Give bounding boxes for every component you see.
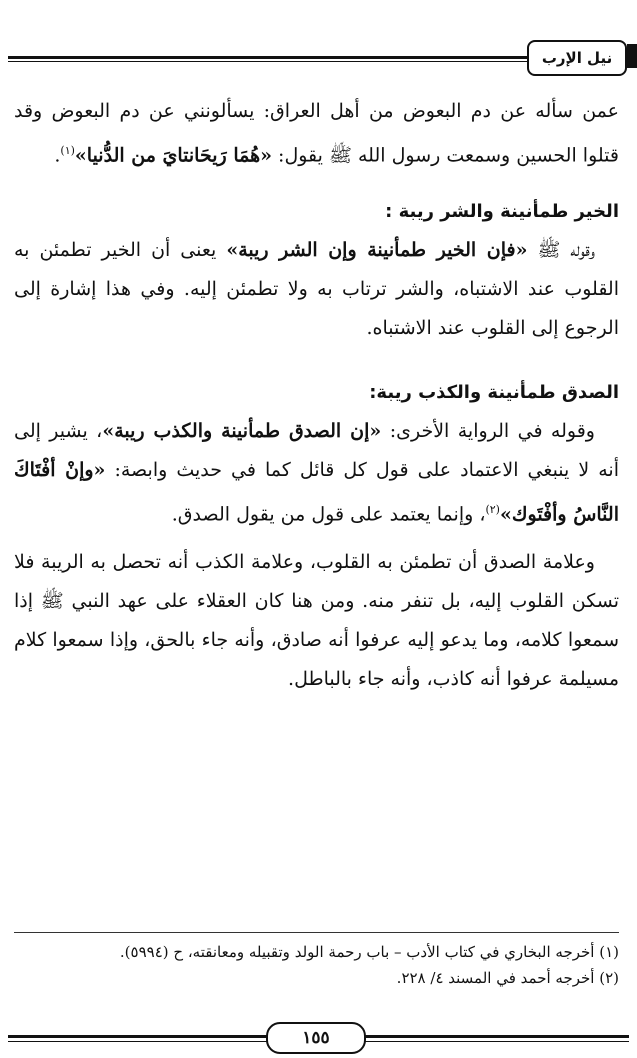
- running-title: نيل الإرب: [527, 40, 627, 76]
- paragraph-1-end: .: [54, 144, 61, 167]
- footnote-ref-1: (١): [60, 144, 75, 157]
- footnote-ref-2: (٢): [485, 503, 500, 517]
- paragraph-4: وعلامة الصدق أن تطمئن به القلوب، وعلامة الكذب أنه تحصل به الريبة فلا تسكن القلوب إليه، بل تنفر منه. ومن هنا كان العقلاء على عهد النبي ﷺ إذا سمعوا كلامه، وما يدعو إليه عرفوا أنه صادق، وأنه جاء بالحق، وإذا سمعوا كلام مسيلمة عرفوا أنه كاذب، وأنه جاء بالباطل.: [14, 550, 619, 690]
- paragraph-3-end: ، وإنما يعتمد على قول من يقول الصدق.: [171, 503, 486, 526]
- paragraph-1: [14, 92, 619, 175]
- paragraph-3-lead: وقوله في الرواية الأخرى:: [381, 420, 595, 443]
- footnote-2: (٢) أخرجه أحمد في المسند ٤/ ٢٢٨.: [396, 969, 619, 987]
- hadith-quote: «هُمَا رَيحَانتايَ من الدُّنيا»: [74, 144, 272, 167]
- page-number: ١٥٥: [266, 1022, 366, 1054]
- paragraph-2: [14, 231, 619, 348]
- hadith-quote-wabisa: «وإنْ أفْتَاكَ النَّاسُ وأفْتَوك»: [14, 459, 619, 526]
- paragraph-1-text: عمن سأله عن دم البعوض من أهل العراق: يسألونني عن دم البعوض وقد قتلوا الحسين وسمعت رسول الله ﷺ يقول:: [14, 100, 619, 167]
- footnotes: [14, 932, 619, 991]
- footnote-1: (١) أخرجه البخاري في كتاب الأدب – باب رحمة الولد وتقبيله ومعانقته، ح (٥٩٩٤).: [119, 943, 619, 961]
- paragraph-3: [14, 412, 619, 534]
- paragraph-3-text: ، يشير إلى أنه لا ينبغي الاعتماد على قول كل قائل كما في حديث وابصة:: [14, 420, 619, 482]
- section-heading-2: الصدق طمأنينة والكذب ريبة:: [369, 382, 619, 404]
- header-rule: [8, 56, 528, 59]
- header-rule-thin: [8, 61, 528, 62]
- hadith-quote: «فإن الخير طمأنينة وإن الشر ريبة»: [226, 239, 528, 262]
- paragraph-2-lead: وقوله ﷺ: [527, 239, 595, 262]
- paragraph-2-text: يعنى أن الخير تطمئن به القلوب عند الاشتباه، والشر ترتاب به ولا تطمئن إليه. وفي هذا إشارة إلى الرجوع إلى القلوب عند الاشتباه.: [14, 239, 619, 340]
- header-edge-bar: [627, 44, 637, 68]
- hadith-quote: «إن الصدق طمأنينة والكذب ريبة»: [102, 420, 382, 443]
- section-heading-1: الخير طمأنينة والشر ريبة :: [385, 201, 619, 223]
- page-body: [14, 92, 619, 699]
